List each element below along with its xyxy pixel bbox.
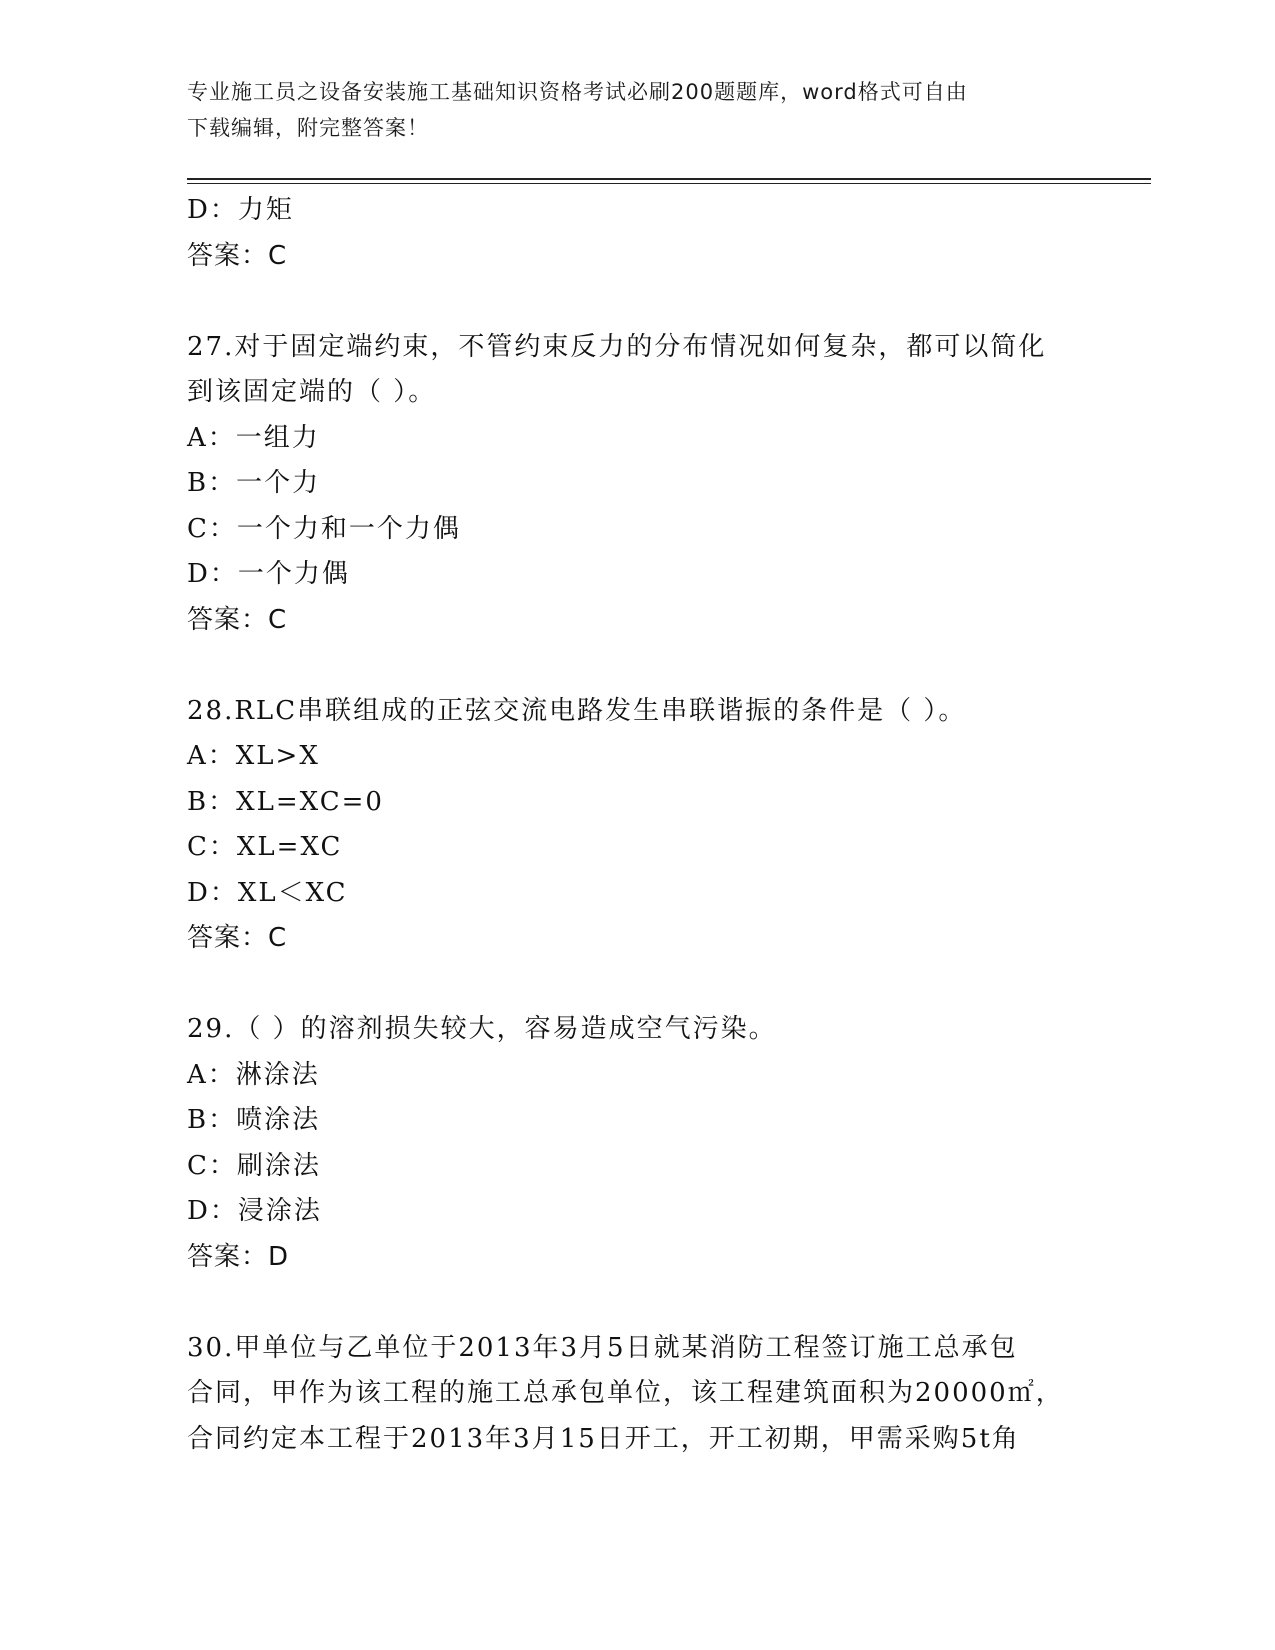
answer: 答案：C bbox=[187, 923, 288, 953]
option-d: D：浸涂法 bbox=[187, 1196, 322, 1226]
question-stem: 28.RLC串联组成的正弦交流电路发生串联谐振的条件是（ ）。 bbox=[187, 695, 967, 726]
question-26-tail bbox=[187, 188, 1087, 279]
spacer bbox=[187, 643, 1087, 689]
option-b: B：XL=XC=0 bbox=[187, 786, 384, 817]
answer: 答案：C bbox=[187, 604, 288, 635]
question-29 bbox=[187, 1007, 1087, 1280]
header-divider-thin bbox=[187, 183, 1151, 184]
option-d: D：XL＜XC bbox=[187, 877, 348, 908]
document-header bbox=[187, 74, 1067, 146]
spacer bbox=[187, 1280, 1087, 1326]
option-a: A：淋涂法 bbox=[187, 1059, 320, 1090]
header-divider-thick bbox=[187, 178, 1151, 180]
question-28 bbox=[187, 689, 1087, 962]
question-stem: 合同，甲作为该工程的施工总承包单位，该工程建筑面积为20000㎡， bbox=[187, 1378, 1064, 1408]
option-d: D：力矩 bbox=[187, 195, 294, 225]
question-27 bbox=[187, 325, 1087, 644]
question-stem: 29.（ ）的溶剂损失较大，容易造成空气污染。 bbox=[187, 1014, 777, 1044]
header-title-line-1: 专业施工员之设备安装施工基础知识资格考试必刷200题题库，word格式可自由 bbox=[187, 80, 968, 104]
header-title-line-2: 下载编辑，附完整答案！ bbox=[187, 116, 429, 140]
question-stem: 合同约定本工程于2013年3月15日开工，开工初期，甲需采购5t角 bbox=[187, 1423, 1020, 1454]
answer: 答案：C bbox=[187, 240, 288, 271]
answer: 答案：D bbox=[187, 1241, 290, 1272]
option-c: C：XL=XC bbox=[187, 832, 343, 862]
option-a: A：XL>X bbox=[187, 741, 320, 771]
spacer bbox=[187, 962, 1087, 1008]
option-b: B：喷涂法 bbox=[187, 1105, 321, 1135]
question-30 bbox=[187, 1326, 1087, 1463]
option-c: C：刷涂法 bbox=[187, 1150, 321, 1181]
question-stem: 到该固定端的（ ）。 bbox=[187, 377, 437, 407]
spacer bbox=[187, 279, 1087, 325]
question-stem: 27.对于固定端约束，不管约束反力的分布情况如何复杂，都可以简化 bbox=[187, 331, 1047, 362]
option-c: C：一个力和一个力偶 bbox=[187, 513, 461, 544]
question-list bbox=[187, 188, 1087, 1462]
option-d: D：一个力偶 bbox=[187, 559, 350, 589]
question-stem: 30.甲单位与乙单位于2013年3月5日就某消防工程签订施工总承包 bbox=[187, 1332, 1018, 1363]
option-b: B：一个力 bbox=[187, 468, 321, 498]
option-a: A：一组力 bbox=[187, 422, 320, 453]
